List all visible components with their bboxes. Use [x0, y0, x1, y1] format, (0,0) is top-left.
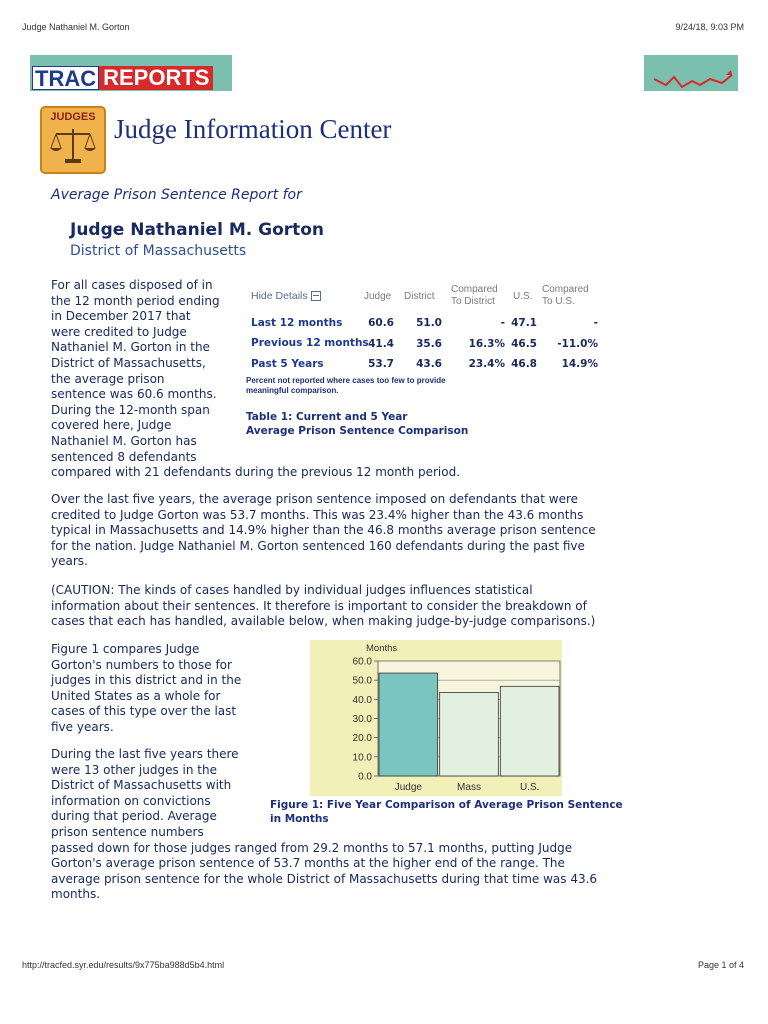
text-line: five years.: [51, 719, 114, 734]
text-line: District of Massachusetts with: [51, 778, 232, 793]
cell-compared-district: 23.4%: [468, 358, 505, 370]
text-line: the average prison: [51, 371, 165, 386]
text-line: passed down for those judges ranged from 29.2 months to 57.1 months, putting Judge: [51, 840, 573, 855]
text-line: Gorton's average prison sentence of 53.7 months at the higher end of the range. The: [51, 856, 565, 871]
judge-name: Judge Nathaniel M. Gorton: [70, 220, 325, 240]
text-line: During the 12-month span: [51, 402, 210, 417]
cell-compared-district: 16.3%: [468, 338, 505, 350]
y-tick-label: 40.0: [352, 694, 372, 706]
cell-district: 51.0: [416, 317, 442, 329]
hide-details-label: Hide Details: [251, 290, 308, 302]
text-line: For all cases disposed of in: [51, 278, 213, 292]
caption-line: Table 1: Current and 5 Year: [246, 411, 408, 423]
note-line: Percent not reported where cases too few to provide: [246, 376, 446, 385]
text-line: credited to Judge Gorton was 53.7 months. This was 23.4% higher than the 43.6 months: [51, 507, 584, 522]
col-header-us: U.S.: [513, 291, 533, 302]
cell-compared-us: -11.0%: [557, 338, 598, 350]
y-tick-label: 20.0: [352, 733, 372, 745]
report-title: Average Prison Sentence Report for: [51, 187, 302, 203]
text-line: during that period. Average: [51, 809, 217, 824]
text-line: information on convictions: [51, 793, 211, 808]
text-line: (CAUTION: The kinds of cases handled by individual judges influences statistical: [51, 583, 533, 597]
text-line: compared with 21 defendants during the previous 12 month period.: [51, 465, 461, 480]
text-line: for the nation. Judge Nathaniel M. Gorton sentenced 160 defendants during the past five: [51, 538, 585, 553]
col-header-compared-district: [451, 284, 498, 308]
print-header-title: Judge Nathaniel M. Gorton: [22, 22, 130, 32]
header-line: Compared: [451, 284, 498, 295]
trend-arrow-icon: [644, 55, 738, 91]
x-tick-label: Mass: [457, 782, 481, 793]
cell-compared-us: -: [593, 317, 598, 329]
cell-district: 43.6: [416, 358, 442, 370]
table-note: [246, 376, 486, 396]
text-line: the 12 month period ending: [51, 293, 220, 308]
row-label-past-5-years: Past 5 Years: [251, 358, 324, 370]
bar-mass: [440, 692, 499, 776]
y-tick-label: 10.0: [352, 752, 372, 764]
figure-intro-paragraph: [51, 642, 241, 736]
hide-details-link[interactable]: [251, 290, 321, 302]
text-line: Nathaniel M. Gorton in the: [51, 340, 210, 355]
text-line: in December 2017 that: [51, 309, 191, 324]
footer-page-number: Page 1 of 4: [697, 960, 744, 970]
text-line: cases that each has handled, available below, when making judge-by-judge comparisons.): [51, 614, 596, 629]
text-line: typical in Massachusetts and 14.9% higher than the 46.8 months average prison sentence: [51, 523, 596, 538]
text-line: cases of this type over the last: [51, 704, 237, 719]
text-line: were 13 other judges in the: [51, 762, 218, 777]
judges-badge-label: JUDGES: [50, 111, 96, 123]
caption-line: in Months: [270, 813, 329, 825]
cell-us: 46.5: [511, 338, 537, 350]
col-header-district: District: [404, 291, 435, 302]
text-line: years.: [51, 554, 88, 569]
header-line: To U.S.: [542, 296, 575, 307]
table-caption: [246, 410, 468, 438]
text-line: covered here, Judge: [51, 418, 172, 433]
col-header-compared-us: [542, 284, 589, 308]
footer-url: http://tracfed.syr.edu/results/9x775ba988d5b4.html: [22, 960, 225, 970]
cell-district: 35.6: [416, 338, 442, 350]
text-line: months.: [51, 887, 101, 902]
bar-chart: [310, 640, 562, 796]
logo-reports: REPORTS: [99, 66, 213, 90]
text-line: District of Massachusetts,: [51, 355, 206, 370]
cell-compared-us: 14.9%: [561, 358, 598, 370]
x-tick-label: Judge: [394, 782, 422, 793]
y-axis-label: Months: [366, 643, 398, 654]
caption-line: Average Prison Sentence Comparison: [246, 425, 469, 437]
header-line: To District: [451, 296, 495, 307]
site-title: Judge Information Center: [114, 114, 392, 144]
bar-us: [500, 686, 559, 776]
trac-logo[interactable]: [32, 66, 213, 90]
text-line: were credited to Judge: [51, 324, 187, 339]
caution-paragraph: [51, 583, 595, 630]
text-line: sentenced 8 defendants: [51, 449, 197, 464]
print-header-datetime: 9/24/18, 9:03 PM: [675, 22, 744, 32]
caption-line: Figure 1: Five Year Comparison of Average Prison Sentence: [270, 799, 623, 811]
y-tick-label: 0.0: [358, 771, 372, 783]
text-line: During the last five years there: [51, 747, 239, 761]
header-line: Compared: [542, 284, 589, 295]
text-line: Over the last five years, the average prison sentence imposed on defendants that were: [51, 492, 579, 506]
text-line: Nathaniel M. Gorton has: [51, 433, 197, 448]
bar-judge: [379, 673, 438, 776]
collapse-icon: [311, 291, 321, 301]
cell-judge: 53.7: [368, 358, 394, 370]
row-label-previous-12: Previous 12 months: [251, 337, 369, 349]
cell-us: 46.8: [511, 358, 537, 370]
judge-district: District of Massachusetts: [70, 243, 247, 259]
row-label-last-12: Last 12 months: [251, 317, 343, 329]
text-line: prison sentence numbers: [51, 824, 204, 839]
x-tick-label: U.S.: [519, 782, 540, 793]
text-line: Figure 1 compares Judge: [51, 642, 200, 656]
five-year-paragraph: [51, 492, 596, 570]
text-line: average prison sentence for the whole District of Massachusetts during that time was 43.6: [51, 871, 598, 886]
cell-us: 47.1: [511, 317, 537, 329]
scales-icon: [48, 126, 98, 166]
y-tick-label: 30.0: [352, 714, 372, 725]
text-line: information about their sentences. It therefore is important to consider the breakdown of: [51, 598, 587, 613]
text-line: Gorton's numbers to those for: [51, 657, 232, 672]
trend-graphic: [644, 55, 738, 91]
note-line: meaningful comparison.: [246, 386, 339, 395]
y-tick-label: 50.0: [352, 675, 372, 687]
y-tick-label: 60.0: [352, 656, 372, 668]
text-line: United States as a whole for: [51, 688, 221, 703]
cell-judge: 41.4: [368, 338, 394, 350]
cell-compared-district: -: [500, 317, 505, 329]
text-line: judges in this district and in the: [51, 673, 242, 688]
cell-judge: 60.6: [368, 317, 394, 329]
figure-caption: [270, 798, 623, 826]
text-line: sentence was 60.6 months.: [51, 387, 217, 402]
logo-trac: TRAC: [32, 66, 99, 90]
col-header-judge: Judge: [364, 291, 392, 302]
